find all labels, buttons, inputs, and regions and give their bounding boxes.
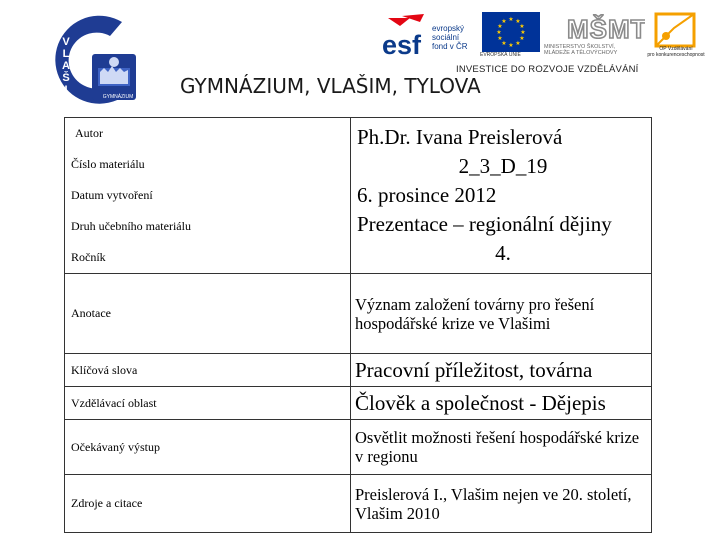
svg-text:★: ★: [508, 42, 514, 49]
msmt-caption: MINISTERSTVO ŠKOLSTVÍ, MLÁDEŽE A TĚLOVÝCHOVY: [544, 44, 618, 56]
school-logo: [52, 14, 144, 110]
values-cell-top: [351, 118, 652, 274]
label-rocnik: Ročník: [71, 250, 106, 264]
value-autor: Ph.Dr. Ivana Preislerová: [357, 125, 563, 149]
page-title: GYMNÁZIUM, VLAŠIM, TYLOVA: [180, 74, 481, 98]
esf-caption: evropský sociální fond v ČR: [432, 24, 468, 51]
label-ocekavany-vystup: Očekávaný výstup: [65, 420, 351, 475]
label-druh-materialu: Druh učebního materiálu: [71, 219, 191, 233]
school-logo-caption: GYMNÁZIUM: [102, 94, 134, 100]
table-row: [65, 274, 652, 354]
svg-text:★: ★: [515, 18, 521, 25]
table-row: [65, 354, 652, 387]
investice-slogan: INVESTICE DO ROZVOJE VZDĚLÁVÁNÍ: [456, 64, 639, 75]
svg-text:★: ★: [497, 23, 503, 30]
value-datum-vytvoreni: 6. prosince 2012: [357, 183, 497, 207]
table-row: [65, 387, 652, 420]
table-row: [65, 118, 652, 274]
label-vzdelavaci-oblast: Vzdělávací oblast: [65, 387, 351, 420]
value-zdroje-citace: Preislerová I., Vlašim nejen ve 20. století, Vlašim 2010: [351, 475, 652, 533]
svg-text:★: ★: [520, 29, 526, 36]
label-klicova-slova: Klíčová slova: [65, 354, 351, 387]
school-logo-letters: V L A Š I M: [61, 36, 71, 108]
value-vzdelavaci-oblast: Člověk a společnost - Dějepis: [351, 387, 652, 420]
op-logo: [652, 12, 698, 48]
label-anotace: Anotace: [65, 274, 351, 354]
label-zdroje-citace: Zdroje a citace: [65, 475, 351, 533]
esf-wordmark: esf: [382, 30, 422, 60]
op-caption: OP Vzdělávání pro konkurenceschopnost: [647, 46, 705, 58]
svg-text:★: ★: [501, 18, 507, 25]
table-row: [65, 420, 652, 475]
value-anotace: Význam založení továrny pro řešení hospodářské krize ve Vlašimi: [351, 274, 652, 354]
value-cislo-materialu: 2_3_D_19: [458, 154, 548, 178]
svg-text:★: ★: [515, 40, 521, 47]
svg-text:★: ★: [496, 29, 502, 36]
eu-flag-icon: [482, 12, 540, 52]
value-druh-materialu: Prezentace – regionální dějiny: [357, 212, 612, 236]
msmt-wordmark: MŠMT: [567, 14, 645, 44]
value-ocekavany-vystup: Osvětlit možnosti řešení hospodářské krize v regionu: [351, 420, 652, 475]
table-row: [65, 475, 652, 533]
svg-text:★: ★: [508, 16, 514, 23]
label-autor: Autor: [75, 126, 103, 140]
eu-caption: EVROPSKÁ UNIE: [480, 52, 521, 58]
labels-cell-top: [65, 118, 351, 274]
metadata-table: [64, 117, 652, 533]
label-datum-vytvoreni: Datum vytvoření: [71, 188, 153, 202]
esf-logo: [380, 12, 480, 60]
svg-text:★: ★: [519, 35, 525, 42]
op-mark: [652, 12, 698, 48]
msmt-mark: [545, 10, 645, 44]
svg-text:★: ★: [519, 23, 525, 30]
svg-text:★: ★: [501, 40, 507, 47]
svg-text:★: ★: [497, 35, 503, 42]
value-rocnik: 4.: [495, 241, 511, 265]
value-klicova-slova: Pracovní příležitost, továrna: [351, 354, 652, 387]
label-cislo-materialu: Číslo materiálu: [71, 157, 145, 171]
